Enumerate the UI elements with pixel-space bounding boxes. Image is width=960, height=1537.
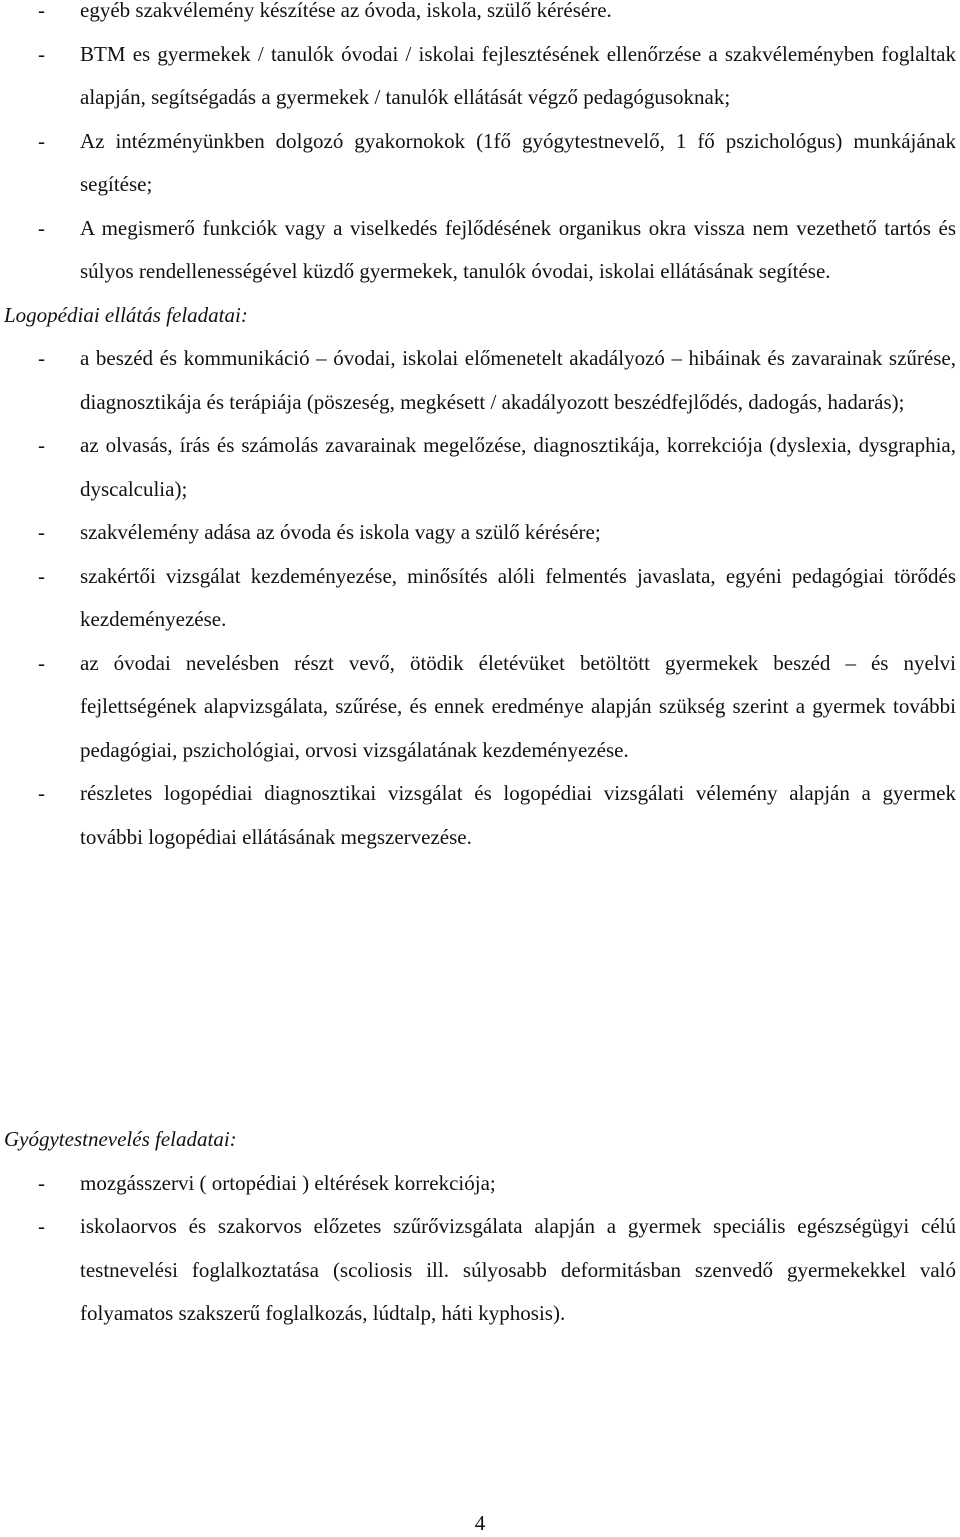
list-item-text: BTM es gyermekek / tanulók óvodai / iskolai fejlesztésének ellenőrzése a szakvéleményben foglaltak alapján, segítségadás a gyermekek / tanulók ellátását végző pedagógusoknak; (80, 41, 956, 109)
list-item-text: az óvodai nevelésben részt vevő, ötödik életévüket betöltött gyermekek beszéd – és nyelvi fejlettségének alapvizsgálata, szűrése, és ennek eredménye alapján szükség szerint a gyermek további pedagógiai, pszichológiai, orvosi vizsgálatának kezdeményezése. (80, 650, 956, 762)
list-item-text: iskolaorvos és szakorvos előzetes szűrővizsgálata alapján a gyermek speciális egészségügyi célú testnevelési foglalkoztatása (scoliosis ill. súlyosabb deformitásban szenvedő gyermekekkel való folyamatos szakszerű foglalkozás, lúdtalp, háti kyphosis). (80, 1214, 956, 1325)
bullet-dash: - (38, 650, 45, 675)
list-item (0, 0, 956, 33)
list-item (0, 120, 956, 207)
section-heading-gyogytestneveles: Gyógytestnevelés feladatai: (4, 1127, 237, 1151)
list-item-text: szakértői vizsgálat kezdeményezése, minősítés alóli felmentés javaslata, egyéni pedagógiai törődés kezdeményezése. (80, 563, 956, 631)
list-item-text: részletes logopédiai diagnosztikai vizsgálat és logopédiai vizsgálati vélemény alapján a gyermek további logopédiai ellátásának megszervezése. (80, 781, 956, 849)
page-number: 4 (474, 1511, 486, 1535)
list-item-text: egyéb szakvélemény készítése az óvoda, iskola, szülő kérésére. (80, 0, 612, 22)
bullet-dash: - (38, 346, 45, 370)
section-heading-logopedia: Logopédiai ellátás feladatai: (4, 302, 248, 327)
list-item (0, 207, 956, 294)
list-item (0, 1205, 956, 1336)
list-item-text: szakvélemény adása az óvoda és iskola vagy a szülő kérésére; (80, 520, 601, 544)
bullet-dash: - (38, 41, 45, 66)
bullet-dash: - (38, 1170, 45, 1195)
bullet-dash: - (38, 215, 45, 240)
list-item (0, 337, 956, 424)
bullet-dash: - (38, 520, 45, 544)
list-item-text: a beszéd és kommunikáció – óvodai, iskolai előmenetelt akadályozó – hibáinak és zavarainak szűrése, diagnosztikája és terápiája (pöszeség, megkésett / akadályozott beszédfejlődés, dadogás, hadarás); (80, 346, 956, 414)
list-item (0, 33, 956, 120)
list-item (0, 424, 956, 511)
bullet-dash: - (38, 128, 45, 153)
list-item-text: az olvasás, írás és számolás zavarainak megelőzése, diagnosztikája, korrekciója (dyslexia, dysgraphia, dyscalculia); (80, 433, 956, 501)
bullet-dash: - (38, 433, 45, 457)
list-item (0, 1162, 956, 1206)
list-item (0, 772, 956, 859)
list-item (0, 642, 956, 773)
section-gyogytestneveles (0, 1118, 956, 1336)
list-item-text: mozgásszervi ( ortopédiai ) eltérések korrekciója; (80, 1170, 496, 1195)
bullet-dash: - (38, 1214, 45, 1238)
bullet-dash: - (38, 0, 45, 22)
list-item-text: A megismerő funkciók vagy a viselkedés fejlődésének organikus okra vissza nem vezethető tartós és súlyos rendellenességével küzdő gyermekek, tanulók óvodai, iskolai ellátásának segítése. (80, 215, 956, 283)
list-item (0, 555, 956, 642)
bullet-dash: - (38, 781, 45, 805)
list-item-text: Az intézményünkben dolgozó gyakornokok (1fő gyógytestnevelő, 1 fő pszichológus) munkájának segítése; (80, 128, 956, 196)
bullet-dash: - (38, 563, 45, 588)
list-item (0, 511, 956, 555)
